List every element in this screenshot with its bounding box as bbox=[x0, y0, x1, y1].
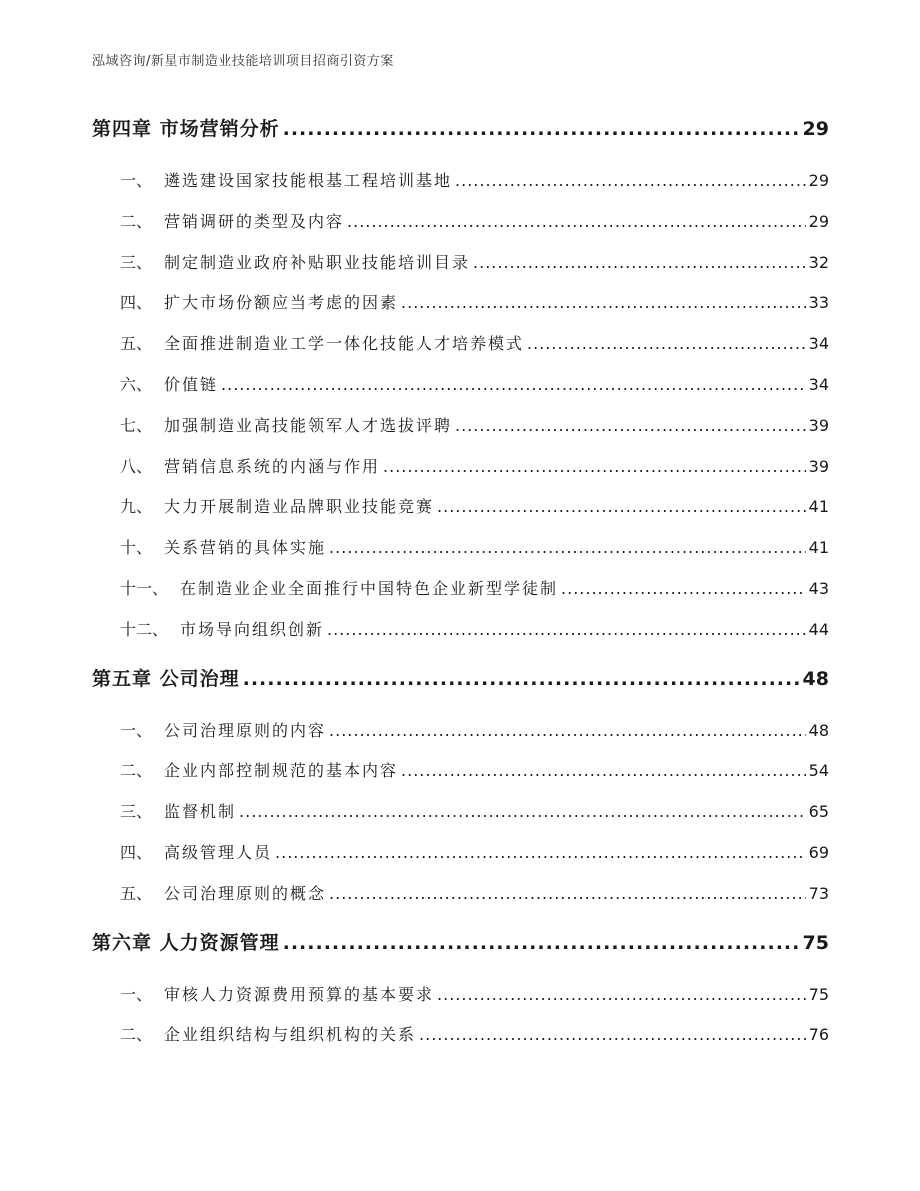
section-page-number: 48 bbox=[808, 720, 829, 740]
toc-section-entry[interactable] bbox=[92, 168, 829, 209]
section-page-number: 76 bbox=[808, 1025, 829, 1045]
section-page-number: 29 bbox=[808, 171, 829, 190]
section-title: 遴选建设国家技能根基工程培训基地 bbox=[164, 171, 453, 190]
toc-section-entry[interactable] bbox=[92, 799, 829, 840]
section-page-number: 32 bbox=[808, 252, 829, 272]
section-title: 公司治理原则的概念 bbox=[164, 883, 327, 903]
section-number: 一、 bbox=[120, 171, 153, 190]
section-page-number: 65 bbox=[808, 802, 829, 822]
section-page-number: 34 bbox=[808, 374, 829, 394]
section-number: 二、 bbox=[120, 1025, 153, 1045]
toc-section-entry[interactable] bbox=[92, 250, 829, 291]
section-number: 三、 bbox=[120, 252, 153, 272]
section-number: 七、 bbox=[120, 415, 153, 435]
dot-leader bbox=[401, 761, 806, 780]
chapter-title: 第六章 人力资源管理 bbox=[92, 931, 280, 954]
dot-leader bbox=[561, 579, 806, 598]
toc-section-entry[interactable] bbox=[92, 454, 829, 495]
dot-leader bbox=[347, 212, 806, 231]
dot-leader bbox=[455, 416, 806, 435]
toc-chapter-entry[interactable] bbox=[92, 114, 829, 158]
toc-section-entry[interactable] bbox=[92, 840, 829, 881]
section-page-number: 69 bbox=[808, 842, 829, 862]
section-page-number: 43 bbox=[808, 578, 829, 598]
dot-leader bbox=[221, 375, 806, 394]
section-number: 九、 bbox=[120, 497, 153, 517]
dot-leader bbox=[329, 721, 806, 740]
dot-leader bbox=[275, 843, 806, 862]
toc-section-entry[interactable] bbox=[92, 1022, 829, 1063]
dot-leader bbox=[329, 884, 806, 903]
section-title: 公司治理原则的内容 bbox=[164, 720, 327, 740]
page-header: 泓域咨询/新星市制造业技能培训项目招商引资方案 bbox=[92, 54, 394, 69]
section-page-number: 41 bbox=[808, 538, 829, 558]
chapter-page-number: 48 bbox=[802, 667, 829, 690]
section-number: 六、 bbox=[120, 374, 153, 394]
toc-section-entry[interactable] bbox=[92, 617, 829, 658]
chapter-page-number: 29 bbox=[802, 118, 829, 140]
section-number: 十、 bbox=[120, 538, 153, 558]
section-title: 营销信息系统的内涵与作用 bbox=[164, 456, 381, 476]
section-number: 四、 bbox=[120, 842, 153, 862]
toc-section-entry[interactable] bbox=[92, 881, 829, 922]
dot-leader bbox=[243, 668, 800, 690]
toc-chapter-entry[interactable] bbox=[92, 928, 829, 972]
toc-section-entry[interactable] bbox=[92, 494, 829, 535]
section-title: 监督机制 bbox=[164, 802, 237, 822]
section-title: 价值链 bbox=[164, 374, 219, 394]
section-number: 四、 bbox=[120, 293, 153, 313]
section-page-number: 39 bbox=[808, 415, 829, 435]
section-number: 十二、 bbox=[120, 619, 169, 639]
toc-section-entry[interactable] bbox=[92, 718, 829, 759]
section-title: 企业内部控制规范的基本内容 bbox=[164, 761, 399, 781]
section-title: 营销调研的类型及内容 bbox=[164, 211, 345, 231]
section-number: 一、 bbox=[120, 984, 153, 1004]
chapter-title: 第五章 公司治理 bbox=[92, 667, 240, 690]
section-page-number: 75 bbox=[808, 984, 829, 1004]
section-title: 高级管理人员 bbox=[164, 842, 273, 862]
dot-leader bbox=[283, 932, 800, 954]
section-number: 八、 bbox=[120, 456, 153, 476]
section-number: 一、 bbox=[120, 720, 153, 740]
section-page-number: 73 bbox=[808, 883, 829, 903]
toc-section-entry[interactable] bbox=[92, 413, 829, 454]
section-title: 企业组织结构与组织机构的关系 bbox=[164, 1025, 417, 1045]
dot-leader bbox=[283, 118, 800, 140]
dot-leader bbox=[437, 985, 806, 1004]
toc-section-entry[interactable] bbox=[92, 758, 829, 799]
dot-leader bbox=[419, 1025, 806, 1044]
dot-leader bbox=[437, 497, 806, 516]
section-title: 关系营销的具体实施 bbox=[164, 538, 327, 558]
section-title: 制定制造业政府补贴职业技能培训目录 bbox=[164, 252, 471, 272]
section-title: 加强制造业高技能领军人才选拔评聘 bbox=[164, 415, 453, 435]
toc-section-entry[interactable] bbox=[92, 535, 829, 576]
toc-section-entry[interactable] bbox=[92, 209, 829, 250]
section-number: 三、 bbox=[120, 802, 153, 822]
table-of-contents bbox=[92, 114, 829, 1063]
toc-section-entry[interactable] bbox=[92, 372, 829, 413]
toc-section-entry[interactable] bbox=[92, 576, 829, 617]
dot-leader bbox=[239, 802, 806, 821]
section-number: 二、 bbox=[120, 211, 153, 231]
section-title: 市场导向组织创新 bbox=[180, 619, 325, 639]
section-page-number: 44 bbox=[808, 619, 829, 639]
section-page-number: 39 bbox=[808, 456, 829, 476]
dot-leader bbox=[455, 171, 806, 190]
toc-section-entry[interactable] bbox=[92, 290, 829, 331]
chapter-title: 第四章 市场营销分析 bbox=[92, 118, 280, 140]
dot-leader bbox=[327, 620, 806, 639]
chapter-page-number: 75 bbox=[802, 931, 829, 954]
section-title: 扩大市场份额应当考虑的因素 bbox=[164, 293, 399, 313]
section-title: 审核人力资源费用预算的基本要求 bbox=[164, 984, 435, 1004]
dot-leader bbox=[329, 538, 806, 557]
section-page-number: 41 bbox=[808, 497, 829, 517]
section-page-number: 33 bbox=[808, 293, 829, 313]
section-title: 大力开展制造业品牌职业技能竞赛 bbox=[164, 497, 435, 517]
section-number: 二、 bbox=[120, 761, 153, 781]
section-page-number: 54 bbox=[808, 761, 829, 781]
toc-chapter-entry[interactable] bbox=[92, 664, 829, 708]
toc-section-entry[interactable] bbox=[92, 982, 829, 1023]
dot-leader bbox=[473, 253, 806, 272]
toc-section-entry[interactable] bbox=[92, 331, 829, 372]
section-page-number: 34 bbox=[808, 334, 829, 354]
section-number: 十一、 bbox=[120, 578, 169, 598]
dot-leader bbox=[401, 293, 806, 312]
section-title: 全面推进制造业工学一体化技能人才培养模式 bbox=[164, 334, 525, 354]
section-page-number: 29 bbox=[808, 211, 829, 231]
section-number: 五、 bbox=[120, 334, 153, 354]
dot-leader bbox=[527, 334, 806, 353]
section-title: 在制造业企业全面推行中国特色企业新型学徒制 bbox=[180, 578, 559, 598]
dot-leader bbox=[383, 457, 806, 476]
section-number: 五、 bbox=[120, 883, 153, 903]
